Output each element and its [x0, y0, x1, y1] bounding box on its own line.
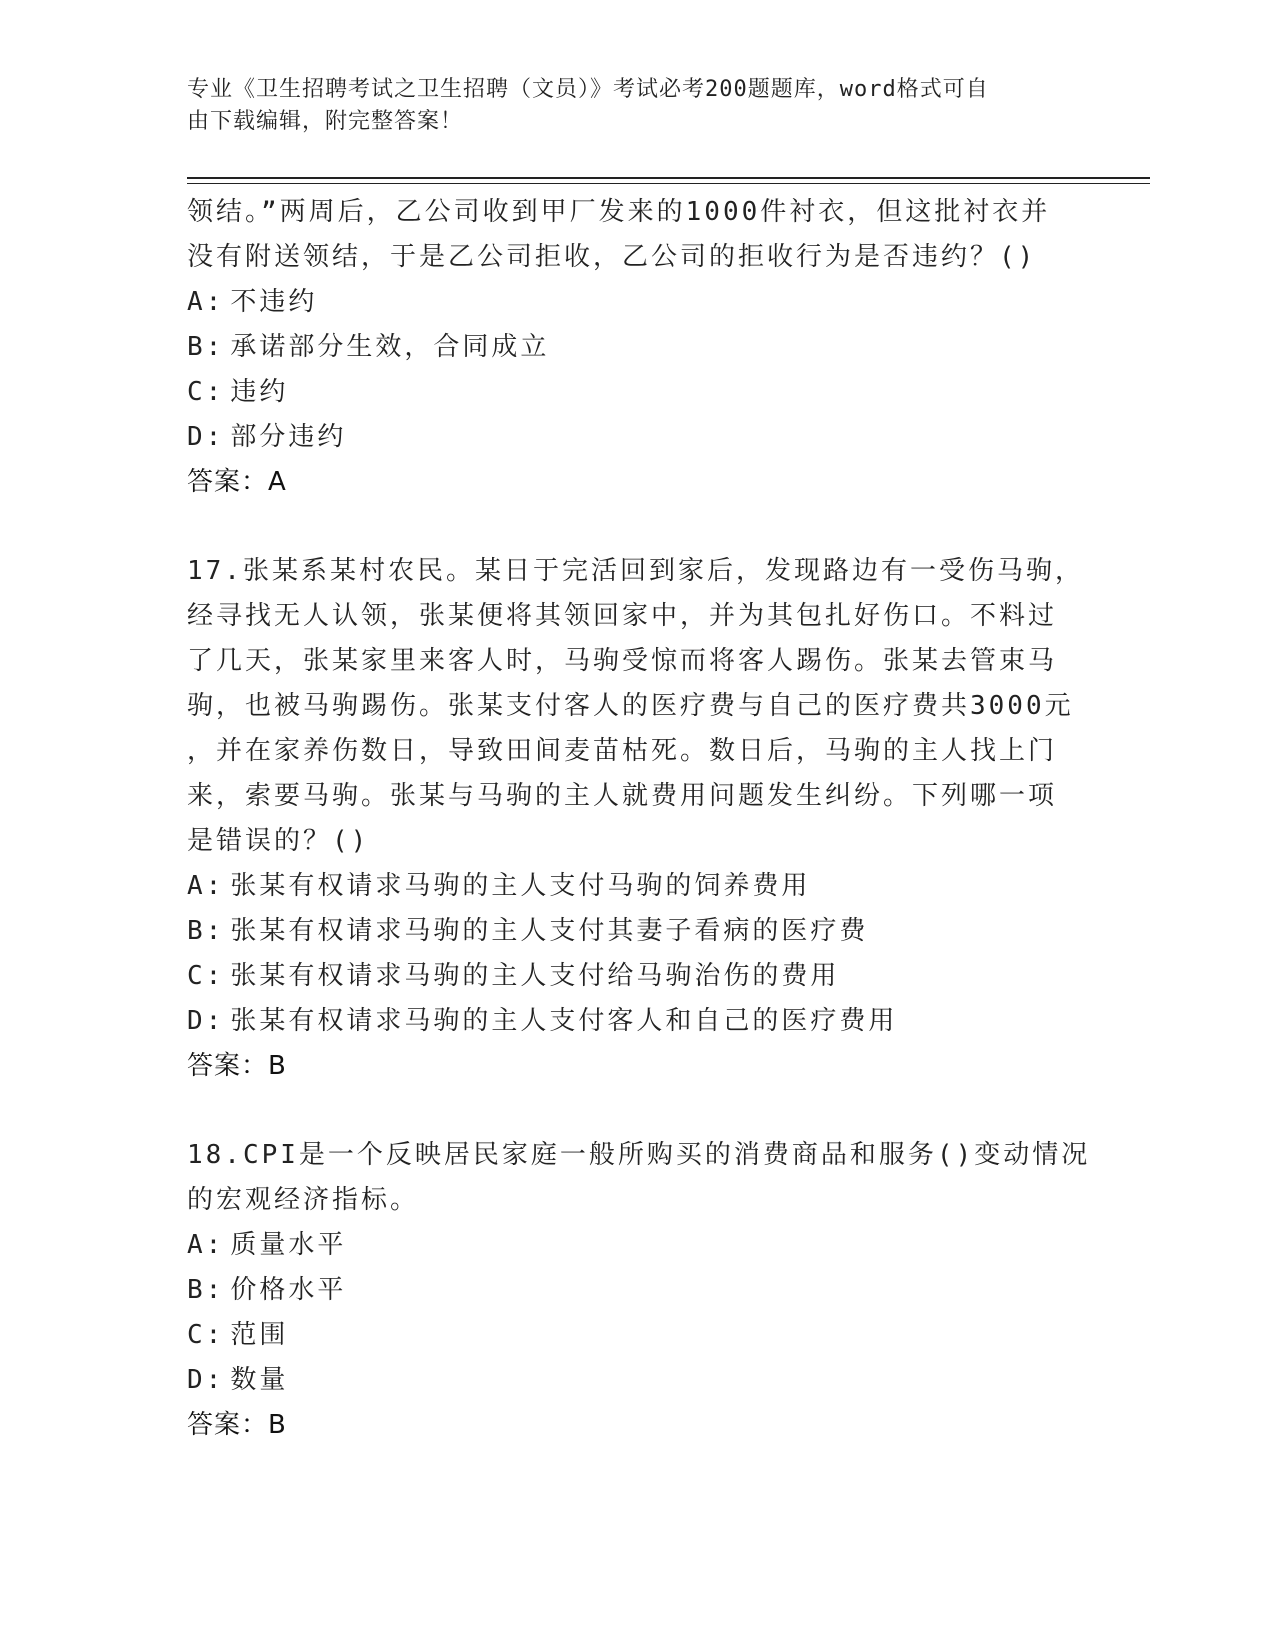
- document-body: [187, 190, 1091, 1448]
- question-16-option-d: D: 部分违约: [187, 422, 347, 452]
- question-18-option-b: B: 价格水平: [187, 1275, 347, 1305]
- question-17-stem-line: 17.张某系某村农民。某日于完活回到家后，发现路边有一受伤马驹，: [187, 556, 1084, 586]
- question-17-option-a: A: 张某有权请求马驹的主人支付马驹的饲养费用: [187, 871, 811, 901]
- question-18-option-c: C: 范围: [187, 1320, 289, 1350]
- spacer: [187, 505, 1087, 549]
- header-line-1: 专业《卫生招聘考试之卫生招聘（文员）》考试必考200题题库，word格式可自: [187, 77, 989, 102]
- question-17: [187, 549, 1087, 1089]
- question-18-answer: 答案：B: [187, 1410, 287, 1440]
- question-16-option-b: B: 承诺部分生效，合同成立: [187, 332, 550, 362]
- question-16-option-a: A: 不违约: [187, 287, 318, 317]
- question-17-option-c: C: 张某有权请求马驹的主人支付给马驹治伤的费用: [187, 961, 840, 991]
- spacer: [187, 1089, 1087, 1133]
- header-rule-thin: [187, 183, 1150, 184]
- question-16-stem-line: 领结。”两周后，乙公司收到甲厂发来的1000件衬衣，但这批衬衣并: [187, 197, 1051, 227]
- question-18-stem-line: 的宏观经济指标。: [187, 1185, 420, 1215]
- document-header: [187, 74, 1087, 138]
- question-16: [187, 190, 1087, 505]
- question-18-stem-line: 18.CPI是一个反映居民家庭一般所购买的消费商品和服务()变动情况: [187, 1140, 1091, 1170]
- question-17-stem-line: 驹，也被马驹踢伤。张某支付客人的医疗费与自己的医疗费共3000元: [187, 691, 1074, 721]
- question-18-option-a: A: 质量水平: [187, 1230, 347, 1260]
- question-17-answer: 答案：B: [187, 1051, 287, 1081]
- question-17-stem-line: 了几天，张某家里来客人时，马驹受惊而将客人踢伤。张某去管束马: [187, 646, 1058, 676]
- question-17-stem-line: 是错误的？(): [187, 826, 370, 856]
- question-17-stem-line: 经寻找无人认领，张某便将其领回家中，并为其包扎好伤口。不料过: [187, 601, 1058, 631]
- question-16-answer: 答案：A: [187, 467, 287, 497]
- question-17-stem-line: 来，索要马驹。张某与马驹的主人就费用问题发生纠纷。下列哪一项: [187, 781, 1058, 811]
- question-17-option-d: D: 张某有权请求马驹的主人支付客人和自己的医疗费用: [187, 1006, 898, 1036]
- question-17-stem-line: ，并在家养伤数日，导致田间麦苗枯死。数日后，马驹的主人找上门: [187, 736, 1058, 766]
- question-16-option-c: C: 违约: [187, 377, 289, 407]
- question-17-option-b: B: 张某有权请求马驹的主人支付其妻子看病的医疗费: [187, 916, 869, 946]
- question-16-stem-line: 没有附送领结，于是乙公司拒收，乙公司的拒收行为是否违约？(): [187, 242, 1037, 272]
- header-line-2: 由下载编辑，附完整答案！: [187, 109, 464, 134]
- question-18-option-d: D: 数量: [187, 1365, 289, 1395]
- header-rule-thick: [187, 177, 1150, 179]
- question-18: [187, 1133, 1091, 1448]
